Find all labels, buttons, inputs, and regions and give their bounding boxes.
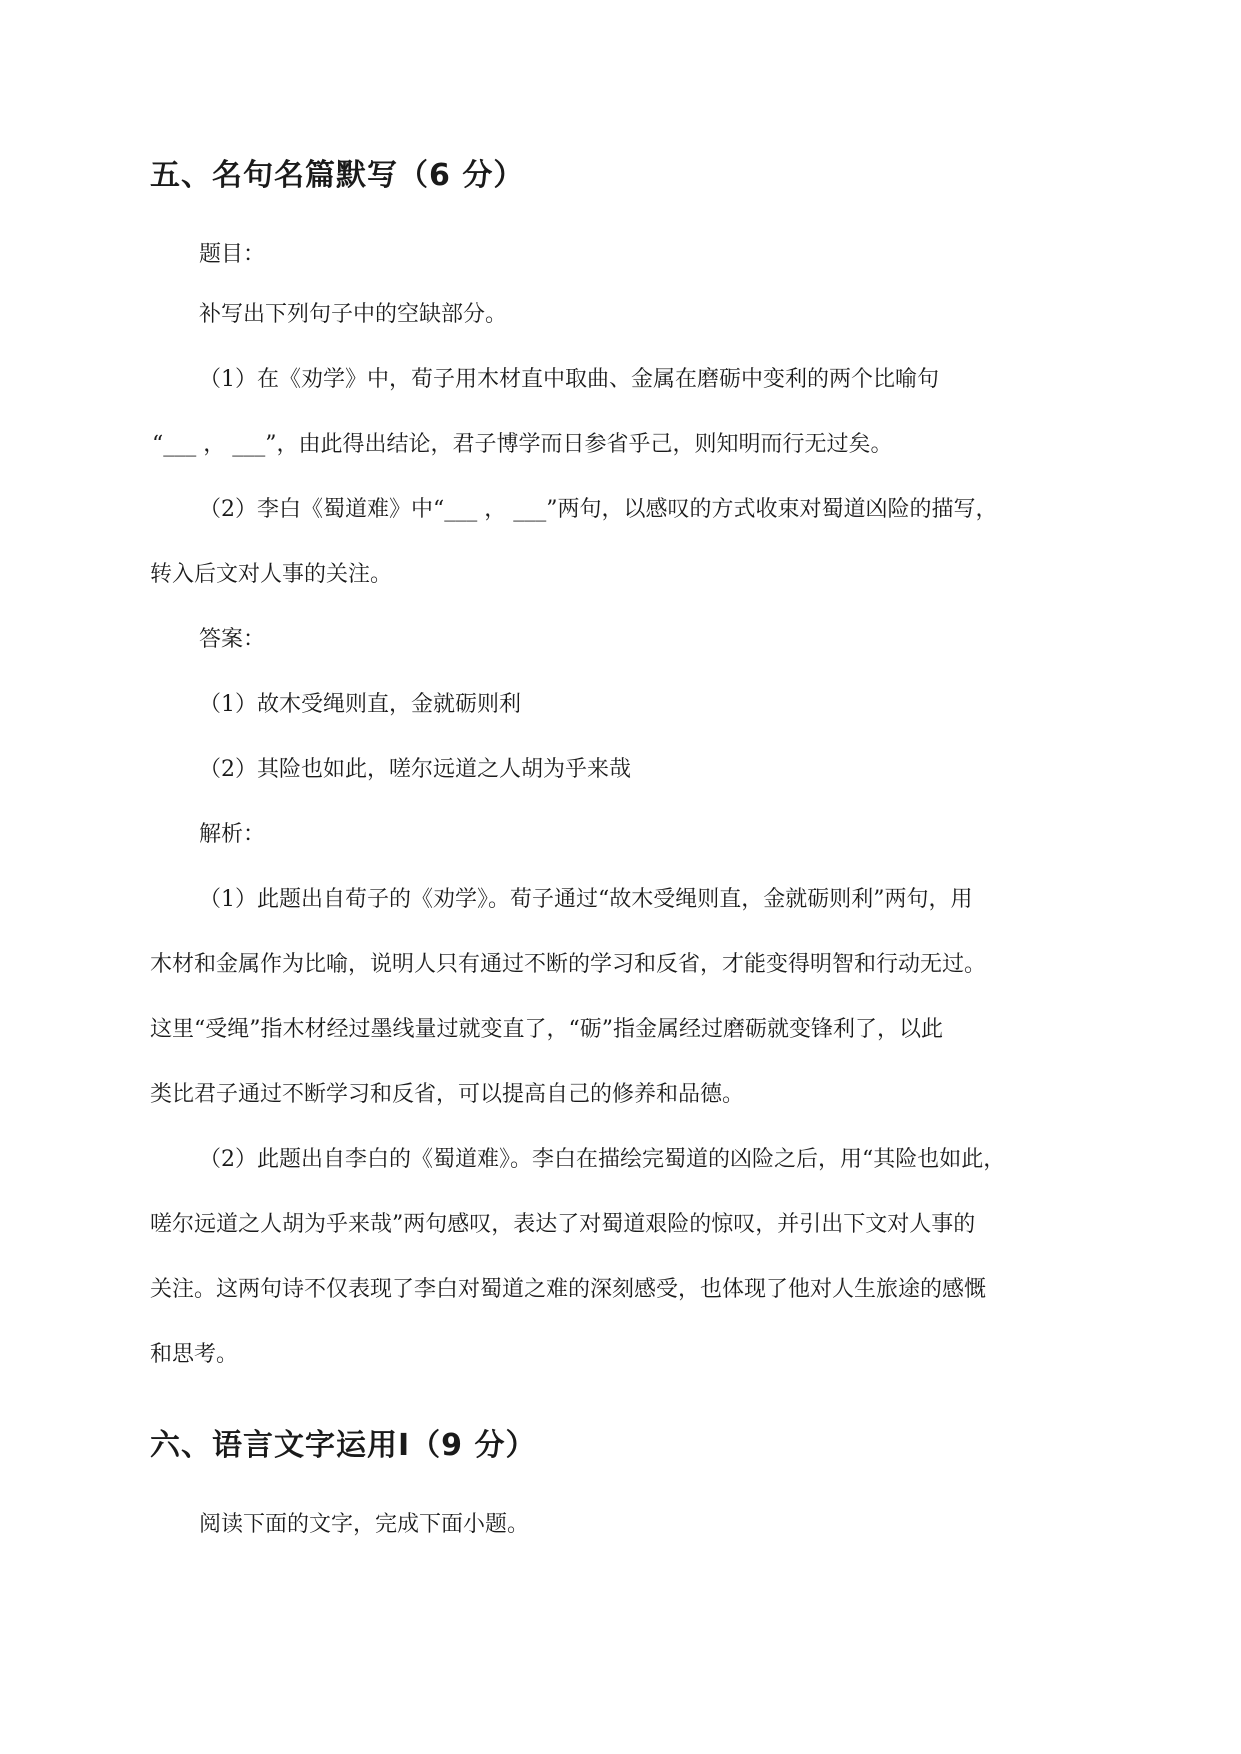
question-instruction: 补写出下列句子中的空缺部分。 [199, 302, 508, 327]
analysis-1-line: 这里“受绳”指木材经过墨线量过就变直了，“砺”指金属经过磨砺就变锋利了，以此 [150, 1017, 943, 1042]
analysis-2-line: 嗟尔远道之人胡为乎来哉”两句感叹，表达了对蜀道艰险的惊叹，并引出下文对人事的 [150, 1212, 976, 1237]
analysis-2-line: 关注。这两句诗不仅表现了李白对蜀道之难的深刻感受，也体现了他对人生旅途的感慨 [150, 1277, 987, 1302]
question-label: 题目： [199, 242, 266, 267]
question-1-line-2: “___ ， ___”，由此得出结论，君子博学而日参省乎己，则知明而行无过矣。 [152, 432, 893, 457]
analysis-1-line: 木材和金属作为比喻，说明人只有通过不断的学习和反省，才能变得明智和行动无过。 [150, 952, 987, 977]
analysis-label: 解析： [199, 822, 266, 847]
answer-label: 答案： [199, 627, 266, 652]
section-6-instruction: 阅读下面的文字，完成下面小题。 [199, 1512, 530, 1537]
analysis-2-line: （2）此题出自李白的《蜀道难》。李白在描绘完蜀道的凶险之后，用“其险也如此， [199, 1147, 1006, 1172]
question-2-line-2: 转入后文对人事的关注。 [150, 562, 393, 587]
section-6-heading: 六、语言文字运用Ⅰ（9 分） [150, 1428, 537, 1463]
section-5-heading: 五、名句名篇默写（6 分） [150, 158, 525, 193]
question-1-line-1: （1）在《劝学》中，荀子用木材直中取曲、金属在磨砺中变利的两个比喻句 [199, 367, 939, 392]
answer-2: （2）其险也如此，嗟尔远道之人胡为乎来哉 [199, 757, 631, 782]
analysis-2-line: 和思考。 [150, 1342, 239, 1367]
analysis-1-line: 类比君子通过不断学习和反省，可以提高自己的修养和品德。 [150, 1082, 745, 1107]
analysis-1-line: （1）此题出自荀子的《劝学》。荀子通过“故木受绳则直，金就砺则利”两句，用 [199, 887, 973, 912]
question-2-line-1: （2）李白《蜀道难》中“___ ， ___”两句，以感叹的方式收束对蜀道凶险的描写， [199, 497, 998, 522]
answer-1: （1）故木受绳则直，金就砺则利 [199, 692, 521, 717]
